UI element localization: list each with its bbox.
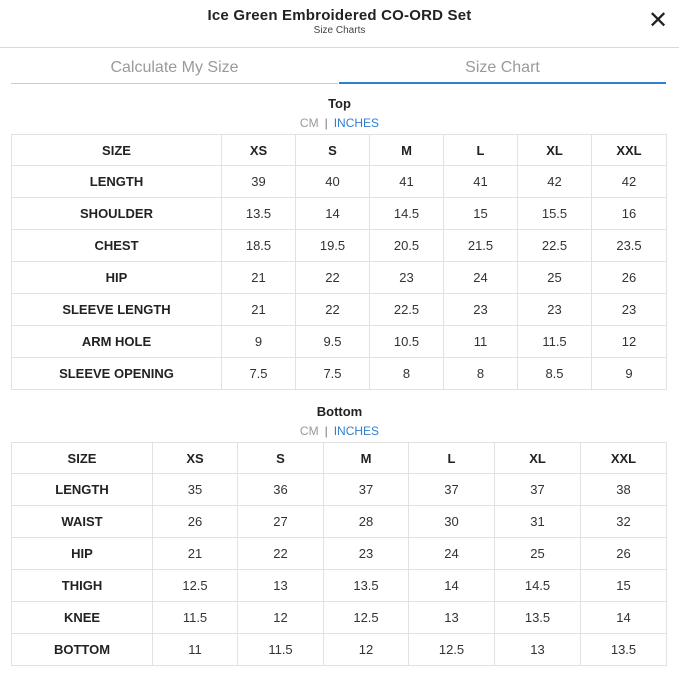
measurement-value: 23 xyxy=(444,294,518,326)
measurement-value: 42 xyxy=(518,166,592,198)
measurement-value: 13.5 xyxy=(324,570,409,602)
size-header-s: S xyxy=(238,443,324,474)
measurement-value: 32 xyxy=(581,506,667,538)
modal-subtitle: Size Charts xyxy=(313,25,366,36)
table-row xyxy=(12,602,667,634)
size-header-xs: XS xyxy=(222,135,296,166)
measurement-value: 15.5 xyxy=(518,198,592,230)
modal-header xyxy=(0,0,679,48)
bottom-unit-inches[interactable]: INCHES xyxy=(333,424,380,438)
measurement-value: 37 xyxy=(324,474,409,506)
measurement-value: 42 xyxy=(592,166,667,198)
size-header-xs: XS xyxy=(153,443,238,474)
measurement-value: 8 xyxy=(370,358,444,390)
table-row xyxy=(12,506,667,538)
measurement-value: 15 xyxy=(581,570,667,602)
table-row xyxy=(12,538,667,570)
measurement-value: 13 xyxy=(238,570,324,602)
measurement-value: 7.5 xyxy=(222,358,296,390)
measurement-value: 8.5 xyxy=(518,358,592,390)
measurement-value: 12.5 xyxy=(409,634,495,666)
measurement-value: 23 xyxy=(592,294,667,326)
size-column-header: SIZE xyxy=(12,443,153,474)
measurement-value: 13.5 xyxy=(222,198,296,230)
measurement-value: 28 xyxy=(324,506,409,538)
measurement-value: 12.5 xyxy=(324,602,409,634)
measurement-value: 13 xyxy=(409,602,495,634)
measurement-value: 41 xyxy=(370,166,444,198)
table-row xyxy=(12,326,667,358)
measurement-value: 23.5 xyxy=(592,230,667,262)
measurement-value: 11.5 xyxy=(518,326,592,358)
measurement-label: SHOULDER xyxy=(12,198,222,230)
measurement-value: 11 xyxy=(444,326,518,358)
measurement-value: 26 xyxy=(581,538,667,570)
measurement-value: 39 xyxy=(222,166,296,198)
measurement-value: 11 xyxy=(153,634,238,666)
measurement-value: 22 xyxy=(238,538,324,570)
top-unit-toggle xyxy=(0,116,679,130)
measurement-value: 12 xyxy=(324,634,409,666)
measurement-value: 20.5 xyxy=(370,230,444,262)
measurement-value: 26 xyxy=(153,506,238,538)
unit-separator: | xyxy=(324,116,328,130)
measurement-value: 30 xyxy=(409,506,495,538)
size-header-xl: XL xyxy=(518,135,592,166)
measurement-label: WAIST xyxy=(12,506,153,538)
measurement-label: LENGTH xyxy=(12,166,222,198)
bottom-section-title: Bottom xyxy=(316,404,363,419)
size-header-m: M xyxy=(370,135,444,166)
table-row xyxy=(12,474,667,506)
measurement-value: 25 xyxy=(518,262,592,294)
measurement-value: 12 xyxy=(592,326,667,358)
bottom-size-table xyxy=(11,442,667,666)
measurement-value: 7.5 xyxy=(296,358,370,390)
tab-size-chart[interactable]: Size Chart xyxy=(339,56,666,84)
measurement-value: 9 xyxy=(222,326,296,358)
top-unit-inches[interactable]: INCHES xyxy=(333,116,380,130)
measurement-value: 26 xyxy=(592,262,667,294)
measurement-value: 13.5 xyxy=(581,634,667,666)
product-title: Ice Green Embroidered CO-ORD Set xyxy=(207,7,472,24)
measurement-label: HIP xyxy=(12,262,222,294)
measurement-value: 24 xyxy=(409,538,495,570)
table-row xyxy=(12,198,667,230)
measurement-label: SLEEVE OPENING xyxy=(12,358,222,390)
size-header-m: M xyxy=(324,443,409,474)
measurement-value: 12.5 xyxy=(153,570,238,602)
measurement-value: 37 xyxy=(409,474,495,506)
measurement-value: 37 xyxy=(495,474,581,506)
measurement-value: 35 xyxy=(153,474,238,506)
table-header-row xyxy=(12,443,667,474)
size-header-xl: XL xyxy=(495,443,581,474)
measurement-value: 38 xyxy=(581,474,667,506)
measurement-value: 16 xyxy=(592,198,667,230)
measurement-value: 22 xyxy=(296,294,370,326)
close-icon[interactable]: ✕ xyxy=(647,7,669,34)
size-header-s: S xyxy=(296,135,370,166)
table-row xyxy=(12,166,667,198)
measurement-value: 23 xyxy=(518,294,592,326)
measurement-value: 21 xyxy=(153,538,238,570)
measurement-label: CHEST xyxy=(12,230,222,262)
measurement-value: 18.5 xyxy=(222,230,296,262)
measurement-label: BOTTOM xyxy=(12,634,153,666)
top-size-table xyxy=(11,134,667,390)
table-row xyxy=(12,294,667,326)
table-row xyxy=(12,230,667,262)
measurement-value: 14.5 xyxy=(370,198,444,230)
table-row xyxy=(12,262,667,294)
top-section-title: Top xyxy=(328,96,351,111)
table-row xyxy=(12,634,667,666)
measurement-value: 22.5 xyxy=(518,230,592,262)
measurement-value: 13 xyxy=(495,634,581,666)
measurement-value: 21 xyxy=(222,262,296,294)
measurement-label: KNEE xyxy=(12,602,153,634)
measurement-label: SLEEVE LENGTH xyxy=(12,294,222,326)
size-header-xxl: XXL xyxy=(581,443,667,474)
measurement-value: 12 xyxy=(238,602,324,634)
measurement-value: 22.5 xyxy=(370,294,444,326)
size-column-header: SIZE xyxy=(12,135,222,166)
table-row xyxy=(12,570,667,602)
measurement-value: 19.5 xyxy=(296,230,370,262)
size-tabs xyxy=(11,56,666,84)
measurement-value: 36 xyxy=(238,474,324,506)
measurement-value: 9 xyxy=(592,358,667,390)
measurement-value: 24 xyxy=(444,262,518,294)
measurement-value: 40 xyxy=(296,166,370,198)
top-unit-cm[interactable]: CM xyxy=(299,116,319,130)
measurement-value: 41 xyxy=(444,166,518,198)
measurement-value: 23 xyxy=(370,262,444,294)
measurement-label: LENGTH xyxy=(12,474,153,506)
bottom-unit-cm[interactable]: CM xyxy=(299,424,319,438)
measurement-value: 8 xyxy=(444,358,518,390)
measurement-label: ARM HOLE xyxy=(12,326,222,358)
measurement-label: HIP xyxy=(12,538,153,570)
measurement-value: 13.5 xyxy=(495,602,581,634)
measurement-value: 14 xyxy=(581,602,667,634)
measurement-value: 21.5 xyxy=(444,230,518,262)
measurement-value: 11.5 xyxy=(238,634,324,666)
measurement-value: 27 xyxy=(238,506,324,538)
measurement-value: 11.5 xyxy=(153,602,238,634)
size-header-l: L xyxy=(444,135,518,166)
size-header-l: L xyxy=(409,443,495,474)
measurement-value: 21 xyxy=(222,294,296,326)
measurement-value: 9.5 xyxy=(296,326,370,358)
bottom-unit-toggle xyxy=(0,424,679,438)
measurement-value: 14.5 xyxy=(495,570,581,602)
measurement-value: 22 xyxy=(296,262,370,294)
table-header-row xyxy=(12,135,667,166)
unit-separator: | xyxy=(324,424,328,438)
measurement-value: 23 xyxy=(324,538,409,570)
measurement-value: 14 xyxy=(296,198,370,230)
measurement-value: 25 xyxy=(495,538,581,570)
table-row xyxy=(12,358,667,390)
measurement-value: 31 xyxy=(495,506,581,538)
tab-calculate-my-size[interactable]: Calculate My Size xyxy=(11,56,338,84)
measurement-value: 10.5 xyxy=(370,326,444,358)
size-header-xxl: XXL xyxy=(592,135,667,166)
measurement-label: THIGH xyxy=(12,570,153,602)
measurement-value: 14 xyxy=(409,570,495,602)
measurement-value: 15 xyxy=(444,198,518,230)
